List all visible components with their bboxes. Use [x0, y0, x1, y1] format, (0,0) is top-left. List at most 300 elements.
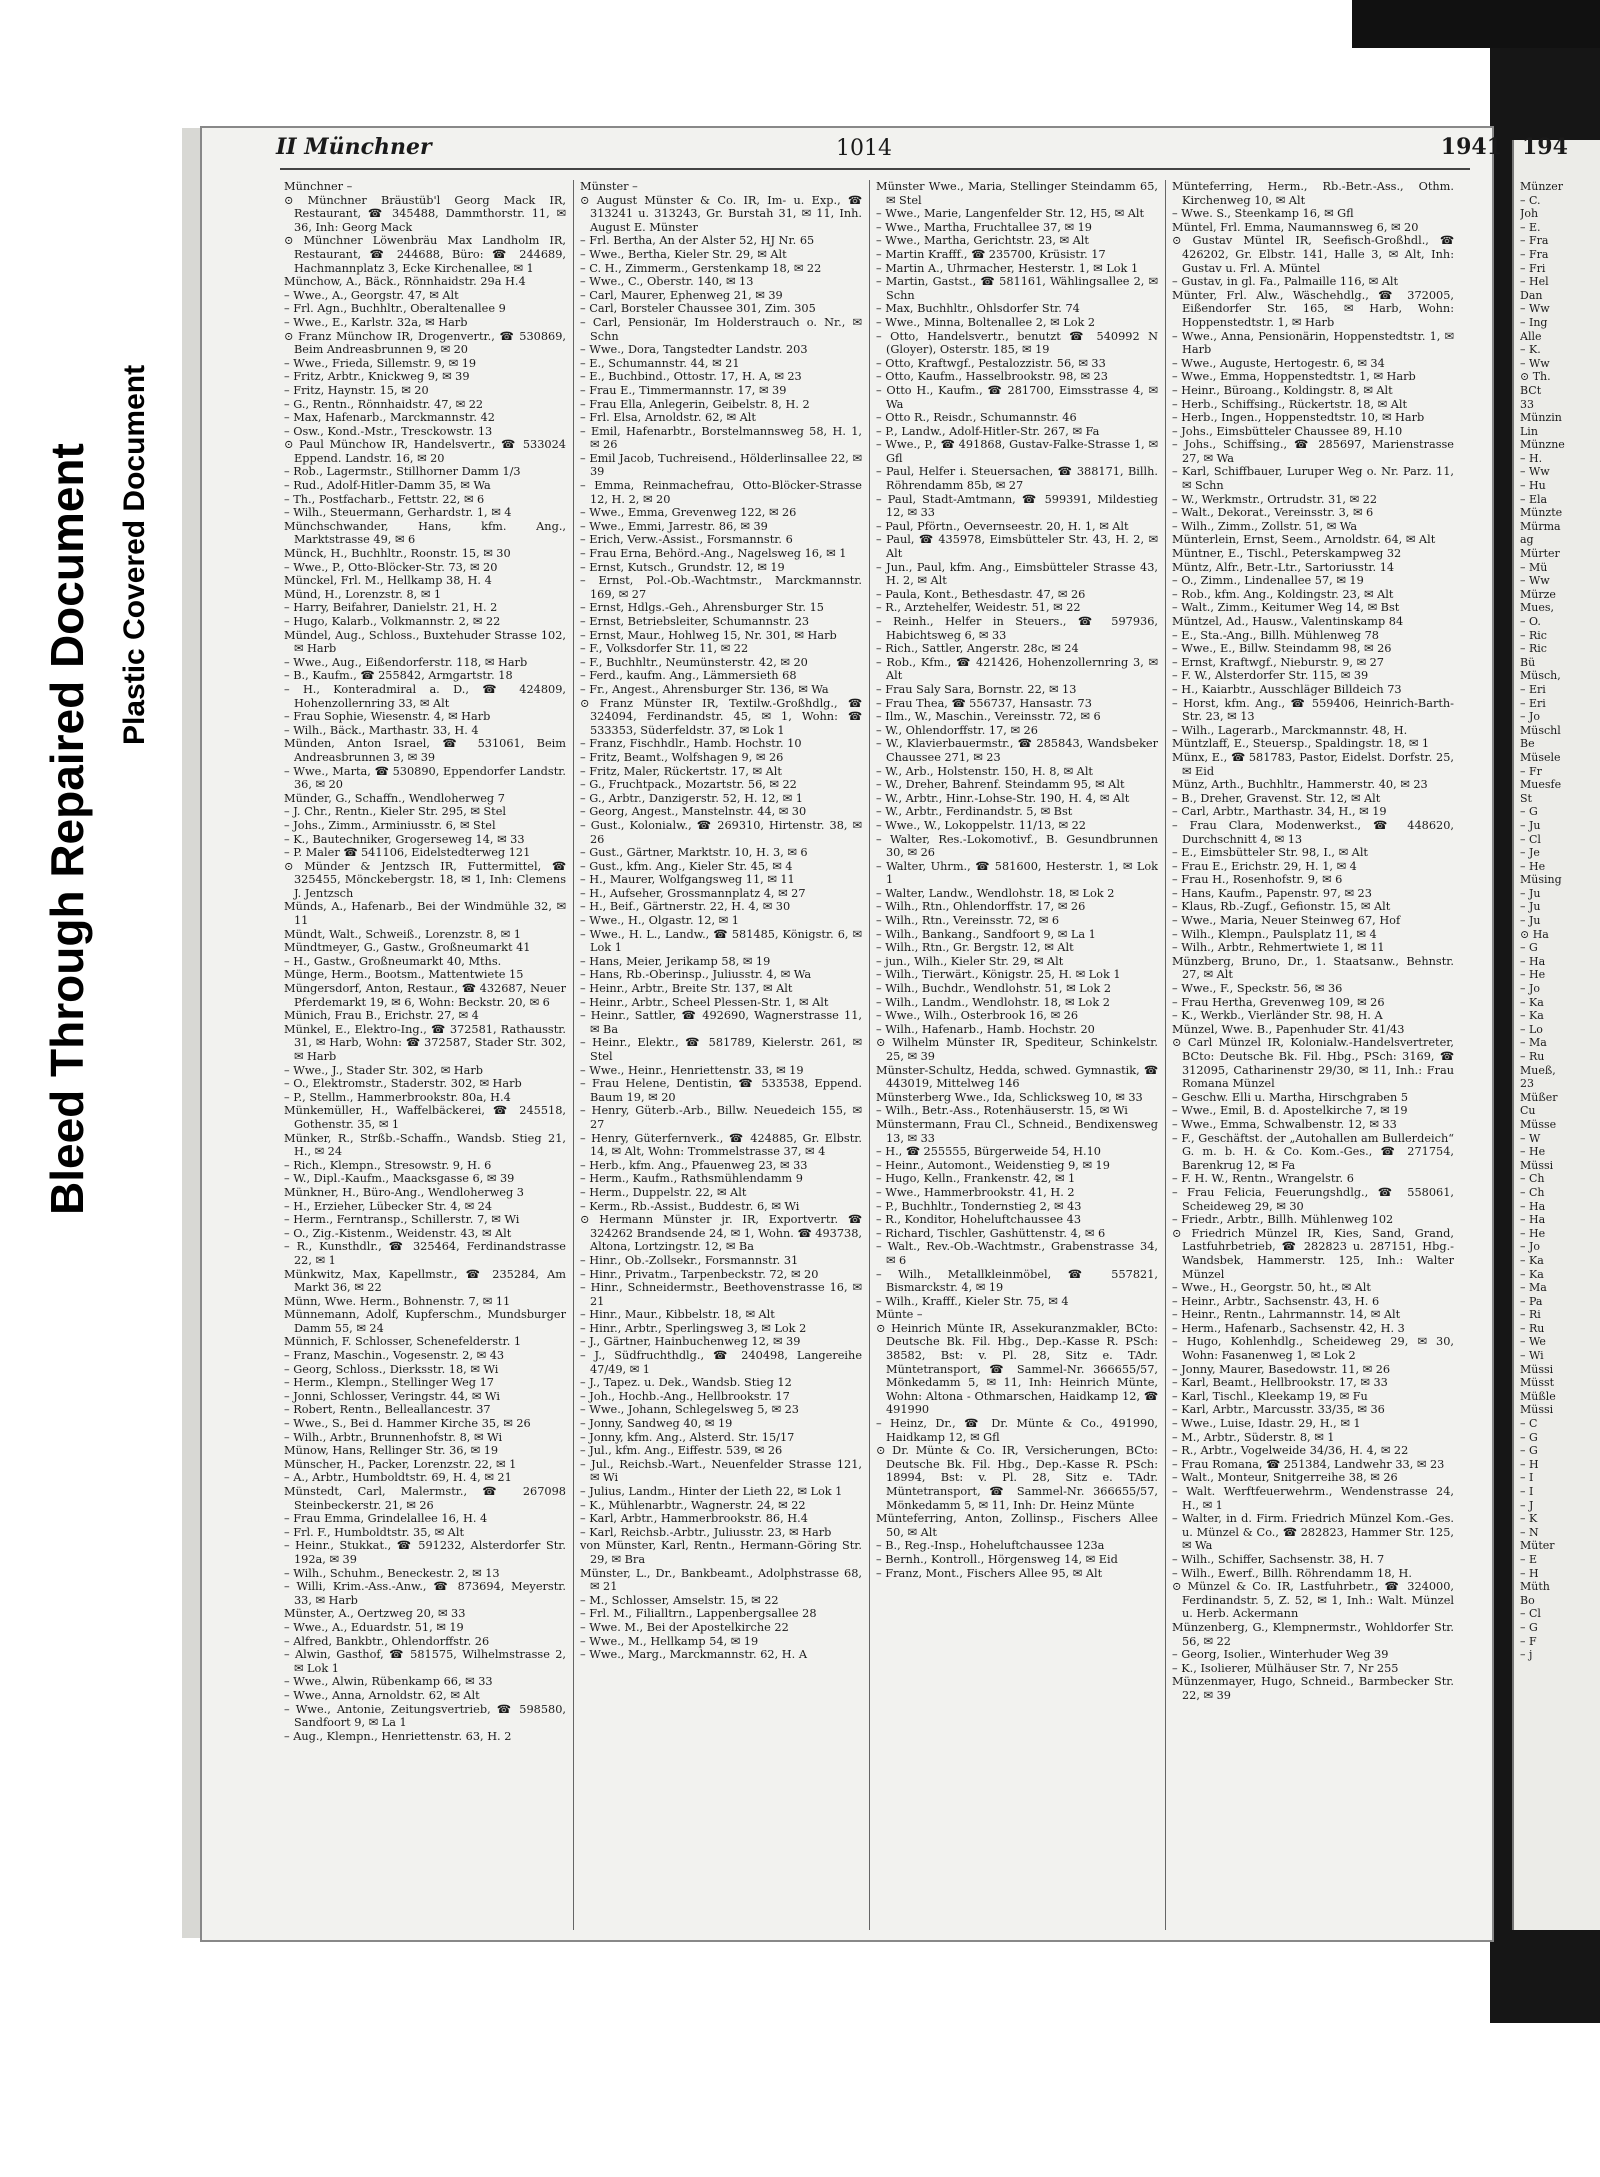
directory-entry: ⊙ Carl Münzel IR, Kolonialw.-Handelsvertreter, BCto: Deutsche Bk. Fil. Hbg., PSch: 3169, ☎ 312095, Catharinenstr 29/30, ✉ 11, Inh.: Frau Romana Münzel: [1172, 1036, 1454, 1091]
directory-entry: ⊙ Dr. Münte & Co. IR, Versicherungen, BCto: Deutsche Bk. Fil. Hbg., Dep.-Kasse R. PSch: 18994, Bst: v. Pl. 28, Sitz e. TAdr. Müntetransport, ☎ Sammel-Nr. 366655/57, Mönkedamm 5, ✉ 11, Inh: Dr. Heinz Münte: [876, 1444, 1158, 1512]
adjacent-page-line: – Jo: [1520, 710, 1541, 724]
directory-entry: ⊙ Münder & Jentzsch IR, Futtermittel, ☎ 325455, Mönckebergstr. 18, ✉ 1, Inh: Clemens J. Jentzsch: [284, 859, 566, 900]
directory-entry: Münge, Herm., Bootsm., Mattentwiete 15: [284, 968, 524, 982]
bleed-through-label: Bleed Through Repaired Document: [41, 443, 93, 1215]
directory-entry: – K., Bautechniker, Grogerseweg 14, ✉ 33: [284, 832, 525, 846]
directory-entry: – W., Werkmstr., Ortrudstr. 31, ✉ 22: [1172, 492, 1378, 506]
adjacent-page-line: – Ma: [1520, 1281, 1547, 1295]
directory-entry: – Friedr., Arbtr., Billh. Mühlenweg 102: [1172, 1213, 1394, 1227]
directory-entry: – Heinr., Arbtr., Breite Str. 137, ✉ Alt: [580, 982, 793, 996]
directory-entry: – Hinr., Privatm., Tarpenbeckstr. 72, ✉ 20: [580, 1267, 819, 1281]
adjacent-page-line: – Ka: [1520, 1267, 1544, 1281]
directory-entry: – Robert, Rentn., Belleallancestr. 37: [284, 1403, 491, 1417]
directory-entry: Münck, H., Buchhltr., Roonstr. 15, ✉ 30: [284, 547, 511, 561]
directory-entry: – Wwe., A., Eduardstr. 51, ✉ 19: [284, 1620, 464, 1634]
adjacent-page-line: 23: [1520, 1077, 1534, 1091]
directory-entry: – Wwe., S., Bei d. Hammer Kirche 35, ✉ 26: [284, 1417, 531, 1431]
directory-entry: – Herm., Hafenarb., Sachsenstr. 42, H. 3: [1172, 1321, 1405, 1335]
adjacent-page-line: – Ww: [1520, 465, 1550, 479]
adjacent-page-line: – Mü: [1520, 560, 1548, 574]
adjacent-page-line: – Ju: [1520, 886, 1541, 900]
directory-entry: – B., Reg.-Insp., Hoheluftchaussee 123a: [876, 1539, 1105, 1553]
adjacent-page-line: – J: [1520, 1498, 1534, 1512]
adjacent-page-line: – Ela: [1520, 492, 1548, 506]
directory-entry: ⊙ Franz Münster IR, Textilw.-Großhdlg., ☎ 324094, Ferdinandstr. 45, ✉ 1, Wohn: ☎ 533353, Süderfeldstr. 37, ✉ Lok 1: [580, 696, 862, 737]
directory-entry: – Rud., Adolf-Hitler-Damm 35, ✉ Wa: [284, 479, 491, 493]
directory-entry: Münzel, Wwe. B., Papenhuder Str. 41/43: [1172, 1022, 1405, 1036]
adjacent-page-line: Joh: [1520, 207, 1539, 221]
directory-entry: ⊙ Münzel & Co. IR, Lastfuhrbetr., ☎ 324000, Ferdinandstr. 5, Z. 52, ✉ 1, Inh.: Walt. Münzel u. Herb. Ackermann: [1172, 1580, 1454, 1621]
directory-entry: Münster Wwe., Maria, Stellinger Steindamm 65, ✉ Stel: [876, 180, 1158, 207]
adjacent-page-line: Müßer: [1520, 1090, 1558, 1104]
directory-entry: – Otto, Handelsvertr., benutzt ☎ 540992 N (Gloyer), Osterstr. 185, ✉ 19: [876, 329, 1158, 357]
directory-entry: – Wwe., Martha, Fruchtallee 37, ✉ 19: [876, 220, 1092, 234]
directory-entry: Münds, A., Hafenarb., Bei der Windmühle 32, ✉ 11: [284, 900, 566, 928]
directory-entry: – Heinr., Rentn., Lahrmannstr. 14, ✉ Alt: [1172, 1308, 1401, 1322]
directory-entry: – P. Maler ☎ 541106, Eidelstedterweg 121: [284, 846, 531, 860]
adjacent-page-line: – E.: [1520, 220, 1541, 234]
directory-entry: – Paul, Stadt-Amtmann, ☎ 599391, Mildestieg 12, ✉ 33: [876, 492, 1158, 520]
directory-entry: – Carl, Pensionär, Im Holderstrauch o. Nr., ✉ Schn: [580, 315, 862, 343]
directory-entry: – Frau E., Erichstr. 29, H. 1, ✉ 4: [1172, 859, 1357, 873]
directory-entry: – A., Arbtr., Humboldtstr. 69, H. 4, ✉ 21: [284, 1471, 512, 1485]
directory-entry: – Jonny, Maurer, Basedowstr. 11, ✉ 26: [1172, 1362, 1391, 1376]
directory-entry: – Heinr., Arbtr., Sachsenstr. 43, H. 6: [1172, 1294, 1380, 1308]
directory-entry: Münder, G., Schaffn., Wendloherweg 7: [284, 791, 505, 805]
directory-entry: – M., Schlosser, Amselstr. 15, ✉ 22: [580, 1593, 779, 1607]
directory-entry: Müntz, Alfr., Betr.-Ltr., Sartoriusstr. 14: [1172, 560, 1395, 574]
adjacent-page-line: – C.: [1520, 193, 1541, 207]
adjacent-page-line: St: [1520, 791, 1532, 805]
directory-entry: – Otto R., Reisdr., Schumannstr. 46: [876, 411, 1077, 425]
directory-entry: – G., Arbtr., Danzigerstr. 52, H. 12, ✉ 1: [580, 791, 803, 805]
directory-entry: – Frau Clara, Modenwerkst., ☎ 448620, Durchschnitt 4, ✉ 13: [1172, 818, 1454, 846]
directory-entry: – E., Eimsbütteler Str. 98, I., ✉ Alt: [1172, 846, 1368, 860]
adjacent-page-text: [1520, 180, 1600, 1920]
directory-entry: – Emil, Hafenarbtr., Borstelmannsweg 58, H. 1, ✉ 26: [580, 424, 862, 452]
directory-entry: – R., Konditor, Hoheluftchaussee 43: [876, 1213, 1082, 1227]
directory-entry: – Wwe., Marie, Langenfelder Str. 12, H5, ✉ Alt: [876, 207, 1145, 221]
directory-entry: Münx, E., ☎ 581783, Pastor, Eidelst. Dorfstr. 25, ✉ Eid: [1172, 750, 1454, 778]
adjacent-page-line: – I: [1520, 1485, 1534, 1498]
directory-entry: – Karl, Arbtr., Marcusstr. 33/35, ✉ 36: [1172, 1403, 1385, 1417]
directory-entry: – F., Buchhltr., Neumünsterstr. 42, ✉ 20: [580, 655, 808, 669]
directory-entry: – R., Arztehelfer, Weidestr. 51, ✉ 22: [876, 601, 1081, 615]
adjacent-page-line: – Jo: [1520, 1240, 1541, 1254]
column-divider: [1165, 180, 1166, 1930]
directory-entry: – Wwe., H. L., Landw., ☎ 581485, Königstr. 6, ✉ Lok 1: [580, 927, 862, 955]
adjacent-page-line: – Ww: [1520, 356, 1550, 370]
adjacent-page-line: – E: [1520, 1552, 1538, 1566]
directory-entry: – Ernst, Maur., Hohlweg 15, Nr. 301, ✉ Harb: [580, 628, 837, 642]
directory-entry: – Karl, Reichsb.-Arbtr., Juliusstr. 23, ✉ Harb: [580, 1525, 832, 1539]
directory-entry: – Wilh., Rtn., Vereinsstr. 72, ✉ 6: [876, 914, 1060, 928]
directory-entry: Müntzlaff, E., Steuersp., Spaldingstr. 18, ✉ 1: [1172, 737, 1430, 751]
directory-entry: – Henry, Güterb.-Arb., Billw. Neuedeich 155, ✉ 27: [580, 1104, 862, 1131]
adjacent-page-line: Müschl: [1520, 723, 1561, 737]
directory-entry: – Herb., kfm. Ang., Pfauenweg 23, ✉ 33: [580, 1158, 808, 1172]
edition-year: 1941: [1440, 134, 1502, 160]
adjacent-page-line: – H: [1520, 1566, 1539, 1580]
directory-entry: – Kerm., Rb.-Assist., Buddestr. 6, ✉ Wi: [580, 1199, 800, 1213]
directory-entry: – H., Aufseher, Grossmannplatz 4, ✉ 27: [580, 886, 806, 900]
directory-entry: – Heinz, Dr., ☎ Dr. Münte & Co., 491990, Haidkamp 12, ✉ Gfl: [876, 1417, 1158, 1444]
directory-entry: – Wwe., Luise, Idastr. 29, H., ✉ 1: [1172, 1417, 1361, 1431]
directory-entry: – Frl. Bertha, An der Alster 52, HJ Nr. 65: [580, 234, 815, 248]
directory-entry: – Erich, Verw.-Assist., Forsmannstr. 6: [580, 533, 793, 547]
adjacent-page-line: Bü: [1520, 655, 1536, 669]
directory-entry: – Th., Postfacharb., Fettstr. 22, ✉ 6: [284, 492, 485, 506]
adjacent-page-line: – Ing: [1520, 315, 1548, 329]
directory-entry: – Paul, Helfer i. Steuersachen, ☎ 388171, Billh. Röhrendamm 85b, ✉ 27: [876, 465, 1158, 493]
adjacent-page-line: ag: [1520, 533, 1534, 547]
directory-entry: Münchow, A., Bäck., Rönnhaidstr. 29a H.4: [284, 275, 526, 289]
adjacent-page-line: – j: [1520, 1648, 1533, 1662]
directory-entry: – Wilh., Schuhm., Beneckestr. 2, ✉ 13: [284, 1566, 500, 1580]
adjacent-page-line: Müsing: [1520, 873, 1562, 887]
directory-entry: Münster, L., Dr., Bankbeamt., Adolphstrasse 68, ✉ 21: [580, 1566, 862, 1594]
directory-entry: – Frau Thea, ☎ 556737, Hansastr. 73: [876, 696, 1092, 710]
directory-entry: – Henry, Güterfernverk., ☎ 424885, Gr. Elbstr. 14, ✉ Alt, Wohn: Trommelstrasse 37, ✉ 4: [580, 1131, 862, 1159]
directory-entry: Münzenberg, G., Klempnermstr., Wohldorfer Str. 56, ✉ 22: [1172, 1620, 1454, 1648]
directory-entry: – Hans, Rb.-Oberinsp., Juliusstr. 4, ✉ Wa: [580, 968, 812, 982]
directory-entry: – P., Stellm., Hammerbrookstr. 80a, H.4: [284, 1090, 511, 1104]
directory-entry: – C. H., Zimmerm., Gerstenkamp 18, ✉ 22: [580, 261, 822, 275]
adjacent-page-line: Müsse: [1520, 1117, 1557, 1131]
directory-entry: – Jonni, Schlosser, Veringstr. 44, ✉ Wi: [284, 1389, 500, 1403]
directory-entry: Münter, Frl. Alw., Wäschehdlg., ☎ 372005, Eißendorfer Str. 165, ✉ Harb, Wohn: Hoppenstedtstr. 1, ✉ Harb: [1172, 288, 1454, 329]
directory-entry: – Ernst, Kraftwgf., Nieburstr. 9, ✉ 27: [1172, 655, 1384, 669]
directory-entry: – H., Kaiarbtr., Ausschläger Billdeich 73: [1172, 682, 1402, 696]
directory-entry: – Walter, in d. Firm. Friedrich Münzel Kom.-Ges. u. Münzel & Co., ☎ 282823, Hammer Str. 125, ✉ Wa: [1172, 1512, 1454, 1553]
directory-entry: Münckel, Frl. M., Hellkamp 38, H. 4: [284, 574, 492, 588]
directory-entry: – P., Landw., Adolf-Hitler-Str. 267, ✉ Fa: [876, 424, 1100, 438]
directory-entry: – H., Konteradmiral a. D., ☎ 424809, Hohenzollernring 33, ✉ Alt: [284, 682, 566, 710]
directory-entry: – Wwe., Frieda, Sillemstr. 9, ✉ 19: [284, 356, 477, 370]
directory-entry: – Frau Helene, Dentistin, ☎ 533538, Eppend. Baum 19, ✉ 20: [580, 1077, 862, 1104]
adjacent-page-line: Bo: [1520, 1593, 1535, 1607]
adjacent-page-line: Müth: [1520, 1580, 1550, 1594]
adjacent-page-line: Mürze: [1520, 587, 1556, 601]
directory-entry: – Wwe., H., Georgstr. 50, ht., ✉ Alt: [1172, 1281, 1371, 1295]
directory-entry: – F., Volksdorfer Str. 11, ✉ 22: [580, 642, 749, 656]
directory-entry: – Hinr., Arbtr., Sperlingsweg 3, ✉ Lok 2: [580, 1321, 807, 1335]
directory-entry: – Wilh., Steuermann, Gerhardstr. 1, ✉ 4: [284, 506, 512, 520]
directory-entry: – Frau Hertha, Grevenweg 109, ✉ 26: [1172, 995, 1385, 1009]
directory-entry: Münkwitz, Max, Kapellmstr., ☎ 235284, Am Markt 36, ✉ 22: [284, 1267, 566, 1295]
directory-entry: – Karl, Schiffbauer, Luruper Weg o. Nr. Parz. 11, ✉ Schn: [1172, 465, 1454, 493]
directory-entry: Münkner, H., Büro-Ang., Wendloherweg 3: [284, 1185, 524, 1199]
directory-entry: Münstermann, Frau Cl., Schneid., Bendixensweg 13, ✉ 33: [876, 1117, 1158, 1145]
directory-entry: – Emil Jacob, Tuchreisend., Hölderlinsallee 22, ✉ 39: [580, 451, 862, 479]
directory-entry: – Wwe., E., Billw. Steindamm 98, ✉ 26: [1172, 642, 1392, 656]
directory-entry: – Walt., Zimm., Keitumer Weg 14, ✉ Bst: [1172, 601, 1400, 615]
directory-entry: – H., ☎ 255555, Bürgerweide 54, H.10: [876, 1145, 1101, 1159]
adjacent-page-line: – G: [1520, 805, 1538, 819]
directory-entry: – Walter, Uhrm., ☎ 581600, Hesterstr. 1, ✉ Lok 1: [876, 859, 1158, 887]
directory-entry: – Paul, ☎ 435978, Eimsbütteler Str. 43, H. 2, ✉ Alt: [876, 533, 1158, 561]
adjacent-page-line: – Ch: [1520, 1172, 1545, 1186]
directory-entry: – Wwe., Heinr., Henriettenstr. 33, ✉ 19: [580, 1063, 804, 1077]
directory-entry: – Wwe., Dora, Tangstedter Landstr. 203: [580, 343, 808, 357]
directory-entry: – K., Werkb., Vierländer Str. 98, H. A: [1172, 1009, 1383, 1023]
adjacent-page-line: – N: [1520, 1525, 1539, 1539]
directory-entry: – E., Sta.-Ang., Billh. Mühlenweg 78: [1172, 628, 1379, 642]
directory-entry: – Heinr., Elektr., ☎ 581789, Kielerstr. 261, ✉ Stel: [580, 1036, 862, 1063]
directory-entry: – Gust., kfm. Ang., Kieler Str. 45, ✉ 4: [580, 859, 793, 873]
directory-entry: – Wilh., Buchdr., Wendlohstr. 51, ✉ Lok 2: [876, 982, 1112, 996]
directory-entry: – Franz, Mont., Fischers Allee 95, ✉ Alt: [876, 1566, 1103, 1580]
directory-entry: Mündtmeyer, G., Gastw., Großneumarkt 41: [284, 941, 531, 955]
directory-entry: Müntel, Frl. Emma, Naumannsweg 6, ✉ 20: [1172, 220, 1419, 234]
directory-entry: – Wwe., P., Otto-Blöcker-Str. 73, ✉ 20: [284, 560, 498, 574]
directory-entry: – J., Tapez. u. Dek., Wandsb. Stieg 12: [580, 1376, 792, 1390]
directory-entry: Münscher, H., Packer, Lorenzstr. 22, ✉ 1: [284, 1457, 517, 1471]
directory-entry: – F., Geschäftst. der „Autohallen am Bullerdeich“ G. m. b. H. & Co. Kom.-Ges., ☎ 271754, Barenkrug 12, ✉ Fa: [1172, 1131, 1454, 1172]
directory-entry: – Otto H., Kaufm., ☎ 281700, Eimsstrasse 4, ✉ Wa: [876, 383, 1158, 411]
adjacent-page-line: Mürter: [1520, 547, 1560, 561]
directory-entry: – Jonny, Sandweg 40, ✉ 19: [580, 1417, 733, 1431]
directory-entry: – Wwe., A., Georgstr. 47, ✉ Alt: [284, 288, 459, 302]
directory-entry: – H., Maurer, Wolfgangsweg 11, ✉ 11: [580, 873, 795, 887]
directory-entry: – Wwe., Martha, Gerichtstr. 23, ✉ Alt: [876, 234, 1089, 248]
directory-entry: – Ernst, Hdlgs.-Geh., Ahrensburger Str. 15: [580, 601, 824, 615]
adjacent-page-line: – Wi: [1520, 1349, 1544, 1363]
directory-entry: – Wwe. M., Bei der Apostelkirche 22: [580, 1620, 789, 1634]
directory-entry: – Klaus, Rb.-Zugf., Gefionstr. 15, ✉ Alt: [1172, 900, 1391, 914]
directory-entry: Münster –: [580, 180, 638, 193]
directory-entry: – jun., Wilh., Kieler Str. 29, ✉ Alt: [876, 954, 1064, 968]
directory-entry: – Wwe., H., Olgastr. 12, ✉ 1: [580, 914, 739, 928]
adjacent-page-line: Cu: [1520, 1104, 1536, 1118]
directory-entry: – Wwe., C., Oberstr. 140, ✉ 13: [580, 275, 754, 289]
directory-entry: – Herm., Kaufm., Rathsmühlendamm 9: [580, 1172, 803, 1186]
directory-entry: – Max, Buchhltr., Ohlsdorfer Str. 74: [876, 302, 1080, 316]
directory-entry: ⊙ Heinrich Münte IR, Assekuranzmakler, BCto: Deutsche Bk. Fil. Hbg., Dep.-Kasse R. PSch: 38582, Bst: v. Pl. 28, Sitz e. TAdr. Müntetransport, ☎ Sammel-Nr. 366655/57, Mönkedamm 5, ✉ 11, Inh: Heinrich Münte, Wohn: Altona - Othmarschen, Haidkamp 12, ☎ 491990: [876, 1321, 1158, 1417]
directory-entry: – Wwe., J., Stader Str. 302, ✉ Harb: [284, 1063, 483, 1077]
directory-entry: – R., Arbtr., Vogelweide 34/36, H. 4, ✉ 22: [1172, 1444, 1409, 1458]
adjacent-page-line: – Fr: [1520, 764, 1542, 778]
directory-entry: – W., Dreher, Bahrenf. Steindamm 95, ✉ Alt: [876, 778, 1125, 792]
directory-entry: Münster, A., Oertzweg 20, ✉ 33: [284, 1607, 466, 1621]
directory-entry: – Ernst, Pol.-Ob.-Wachtmstr., Marckmannstr. 169, ✉ 27: [580, 574, 862, 601]
directory-entry: – Walt., Rev.-Ob.-Wachtmstr., Grabenstrasse 34, ✉ 6: [876, 1240, 1158, 1267]
directory-entry: – Wilh., Schiffer, Sachsenstr. 38, H. 7: [1172, 1552, 1385, 1566]
directory-entry: – Jun., Paul, kfm. Ang., Eimsbütteler Strasse 43, H. 2, ✉ Alt: [876, 560, 1158, 588]
adjacent-page-line: – K: [1520, 1512, 1538, 1526]
running-head: II Münchner: [276, 134, 432, 160]
directory-entry: – Wwe., Marta, ☎ 530890, Eppendorfer Landstr. 36, ✉ 20: [284, 764, 566, 792]
directory-entry: – Max, Hafenarb., Marckmannstr. 42: [284, 411, 495, 425]
adjacent-page-line: – He: [1520, 1226, 1546, 1240]
directory-entry: – Wwe., Emma, Hoppenstedtstr. 1, ✉ Harb: [1172, 370, 1416, 384]
adjacent-page-line: – Ka: [1520, 1009, 1544, 1023]
adjacent-page-line: – Ww: [1520, 302, 1550, 316]
adjacent-page-line: – K.: [1520, 343, 1541, 357]
adjacent-page-line: – We: [1520, 1335, 1546, 1349]
adjacent-page-line: – Ha: [1520, 1199, 1546, 1213]
directory-entry: – Wilh., Landm., Wendlohstr. 18, ✉ Lok 2: [876, 995, 1110, 1009]
directory-entry: – F. H. W., Rentn., Wrangelstr. 6: [1172, 1172, 1354, 1186]
directory-entry: – Wilh., Klempn., Paulsplatz 11, ✉ 4: [1172, 927, 1377, 941]
directory-entry: ⊙ Gustav Müntel IR, Seefisch-Großhdl., ☎ 426202, Gr. Elbstr. 141, Halle 3, ✉ Alt, Inh: Gustav u. Frl. A. Müntel: [1172, 234, 1454, 275]
adjacent-page-line: Mues,: [1520, 601, 1554, 615]
adjacent-page-line: Lin: [1520, 424, 1538, 438]
adjacent-page-line: – Ma: [1520, 1036, 1547, 1050]
adjacent-page-line: – Fra: [1520, 234, 1549, 248]
directory-entry: – Wwe., P., ☎ 491868, Gustav-Falke-Strasse 1, ✉ Gfl: [876, 438, 1158, 465]
adjacent-page-line: – F: [1520, 1634, 1537, 1648]
adjacent-page-line: Münzne: [1520, 438, 1565, 452]
directory-entry: Münzberg, Bruno, Dr., 1. Staatsanw., Behnstr. 27, ✉ Alt: [1172, 954, 1454, 982]
directory-entry: – Frl. Elsa, Arnoldstr. 62, ✉ Alt: [580, 411, 756, 425]
adjacent-page-line: – H: [1520, 1457, 1539, 1471]
directory-entry: – Carl, Borsteler Chaussee 301, Zim. 305: [580, 302, 816, 316]
directory-entry: – Gustav, in gl. Fa., Palmaille 116, ✉ Alt: [1172, 275, 1399, 289]
directory-entry: – Walt. Werftfeuerwehrm., Wendenstrasse 24, H., ✉ 1: [1172, 1485, 1454, 1512]
directory-entry: – Osw., Kond.-Mstr., Tresckowstr. 13: [284, 424, 493, 438]
directory-entry: – Wwe. S., Steenkamp 16, ✉ Gfl: [1172, 207, 1354, 221]
directory-entry: – Carl, Arbtr., Marthastr. 34, H., ✉ 19: [1172, 805, 1387, 819]
directory-entry: Münstedt, Carl, Malermstr., ☎ 267098 Steinbeckerstr. 21, ✉ 26: [284, 1485, 566, 1512]
adjacent-page-line: – I: [1520, 1471, 1534, 1485]
directory-entry: – Walt., Dekorat., Vereinsstr. 3, ✉ 6: [1172, 506, 1374, 520]
directory-entry: – Joh., Hochb.-Ang., Hellbrookstr. 17: [580, 1389, 790, 1403]
directory-entry: Münkemüller, H., Waffelbäckerei, ☎ 245518, Gothenstr. 35, ✉ 1: [284, 1104, 566, 1131]
directory-entry: – Wilh., Hafenarb., Hamb. Hochstr. 20: [876, 1022, 1095, 1036]
directory-entry: – Ernst, Betriebsleiter, Schumannstr. 23: [580, 615, 810, 628]
directory-entry: – Herm., Klempn., Stellinger Weg 17: [284, 1376, 494, 1390]
directory-entry: – Ernst, Kutsch., Grundstr. 12, ✉ 19: [580, 560, 785, 574]
directory-entry: – Jul., kfm. Ang., Eiffestr. 539, ✉ 26: [580, 1444, 783, 1458]
directory-entry: ⊙ Münchner Bräustüb'l Georg Mack IR, Restaurant, ☎ 345488, Dammthorstr. 11, ✉ 36, Inh: Georg Mack: [284, 193, 566, 234]
directory-entry: – Wilh., Krafff., Kieler Str. 75, ✉ 4: [876, 1294, 1069, 1308]
directory-entry: Müntzel, Ad., Hausw., Valentinskamp 84: [1172, 615, 1404, 628]
directory-entry: – O., Zig.-Kistenm., Weidenstr. 43, ✉ Alt: [284, 1226, 512, 1240]
page-shadow: [182, 128, 200, 1938]
directory-entry: – Wilh., Bäck., Marthastr. 33, H. 4: [284, 723, 479, 737]
adjacent-page-line: – C: [1520, 1417, 1538, 1431]
directory-column-2: [580, 180, 862, 1930]
directory-entry: – Frl. F., Humboldtstr. 35, ✉ Alt: [284, 1525, 464, 1539]
adjacent-page-line: Müsst: [1520, 1376, 1555, 1390]
adjacent-page-line: – Pa: [1520, 1294, 1543, 1308]
adjacent-page-header: 194: [1522, 134, 1568, 160]
directory-entry: – Geschw. Elli u. Martha, Hirschgraben 5: [1172, 1090, 1409, 1104]
directory-entry: – Wwe., Maria, Neuer Steinweg 67, Hof: [1172, 914, 1401, 928]
directory-entry: – Paul, Pförtn., Oevernseestr. 20, H. 1, ✉ Alt: [876, 519, 1129, 533]
directory-entry: – Herm., Ferntransp., Schillerstr. 7, ✉ Wi: [284, 1213, 520, 1227]
adjacent-page-line: – G: [1520, 1620, 1538, 1634]
adjacent-page-line: Alle: [1520, 329, 1542, 343]
directory-entry: – Karl, Beamt., Hellbrookstr. 17, ✉ 33: [1172, 1376, 1388, 1390]
directory-entry: – H., Erzieher, Lübecker Str. 4, ✉ 24: [284, 1199, 493, 1213]
directory-entry: – Herb., Ingen., Hoppenstedtstr. 10, ✉ Harb: [1172, 411, 1425, 425]
column-divider: [869, 180, 870, 1930]
adjacent-page-line: – Ric: [1520, 642, 1547, 656]
directory-entry: von Münster, Karl, Rentn., Hermann-Göring Str. 29, ✉ Bra: [580, 1539, 862, 1566]
directory-entry: – Wilh., Ewerf., Billh. Röhrendamm 18, H.: [1172, 1566, 1413, 1580]
directory-entry: – Wwe., Emma, Schwalbenstr. 12, ✉ 33: [1172, 1117, 1397, 1131]
directory-entry: – Wwe., Bertha, Kieler Str. 29, ✉ Alt: [580, 247, 787, 261]
directory-entry: – Wwe., Aug., Eißendorferstr. 118, ✉ Harb: [284, 655, 528, 669]
directory-entry: – Hugo, Kelln., Frankenstr. 42, ✉ 1: [876, 1172, 1076, 1186]
adjacent-page-line: – He: [1520, 1145, 1546, 1159]
directory-entry: – Ilm., W., Maschin., Vereinsstr. 72, ✉ 6: [876, 710, 1101, 724]
directory-entry: – J., Südfruchthdlg., ☎ 240498, Langereihe 47/49, ✉ 1: [580, 1349, 862, 1376]
directory-entry: – Aug., Klempn., Henriettenstr. 63, H. 2: [284, 1729, 512, 1743]
directory-entry: – J., Gärtner, Hainbuchenweg 12, ✉ 39: [580, 1335, 801, 1349]
directory-entry: – Frau Sophie, Wiesenstr. 4, ✉ Harb: [284, 710, 491, 724]
directory-entry: – Harry, Beifahrer, Danielstr. 21, H. 2: [284, 601, 498, 615]
adjacent-page-line: – Hu: [1520, 479, 1546, 493]
directory-entry: Münzenmayer, Hugo, Schneid., Barmbecker Str. 22, ✉ 39: [1172, 1675, 1454, 1702]
directory-entry: – Fritz, Maler, Rückertstr. 17, ✉ Alt: [580, 764, 782, 778]
directory-entry: – Wilh., Bankang., Sandfoort 9, ✉ La 1: [876, 927, 1096, 941]
directory-entry: – H., Gastw., Großneumarkt 40, Mths.: [284, 954, 502, 968]
directory-entry: – K., Isolierer, Mülhäuser Str. 7, Nr 255: [1172, 1661, 1399, 1675]
adjacent-page-line: – W: [1520, 1131, 1541, 1145]
directory-entry: – Heinr., Automont., Weidenstieg 9, ✉ 19: [876, 1158, 1110, 1172]
directory-entry: – Franz, Maschin., Vogesenstr. 2, ✉ 43: [284, 1349, 505, 1363]
adjacent-page-line: – He: [1520, 859, 1546, 873]
directory-entry: – Jonny, kfm. Ang., Alsterd. Str. 15/17: [580, 1430, 795, 1444]
adjacent-page-line: – Je: [1520, 846, 1540, 860]
directory-entry: – B., Kaufm., ☎ 255842, Armgartstr. 18: [284, 669, 513, 683]
directory-entry: – Karl, Tischl., Kleekamp 19, ✉ Fu: [1172, 1389, 1368, 1403]
directory-entry: – Franz, Fischhdlr., Hamb. Hochstr. 10: [580, 737, 802, 751]
directory-entry: Münd, H., Lorenzstr. 8, ✉ 1: [284, 587, 442, 601]
directory-entry: – Johs., Schiffsing., ☎ 285697, Marienstrasse 27, ✉ Wa: [1172, 438, 1454, 465]
adjacent-page-line: – Ru: [1520, 1050, 1545, 1063]
directory-entry: – O., Zimm., Lindenallee 57, ✉ 19: [1172, 574, 1364, 588]
directory-entry: – Horst, kfm. Ang., ☎ 559406, Heinrich-Barth-Str. 23, ✉ 13: [1172, 696, 1454, 724]
plastic-covered-label: Plastic Covered Document: [118, 364, 151, 745]
adjacent-page-line: – Ru: [1520, 1321, 1545, 1335]
adjacent-page-line: – Cl: [1520, 832, 1541, 846]
directory-entry: – J. Chr., Rentn., Kieler Str. 295, ✉ Stel: [284, 805, 507, 819]
adjacent-page-line: – Ju: [1520, 914, 1541, 928]
directory-entry: Münte –: [876, 1308, 923, 1322]
directory-entry: – Walter, Landw., Wendlohstr. 18, ✉ Lok 2: [876, 886, 1115, 900]
adjacent-page-line: Müsch,: [1520, 669, 1561, 683]
directory-entry: Mündt, Walt., Schweiß., Lorenzstr. 8, ✉ 1: [284, 927, 521, 941]
directory-entry: – Fr., Angest., Ahrensburger Str. 136, ✉ Wa: [580, 682, 829, 696]
directory-entry: – Wwe., Wilh., Osterbrook 16, ✉ 26: [876, 1009, 1079, 1023]
adjacent-page-line: – Fri: [1520, 261, 1546, 275]
directory-entry: – Hans, Meier, Jerikamp 58, ✉ 19: [580, 954, 771, 968]
adjacent-page-line: Müßle: [1520, 1389, 1556, 1403]
directory-entry: – Alwin, Gasthof, ☎ 581575, Wilhelmstrasse 2, ✉ Lok 1: [284, 1648, 566, 1675]
directory-entry: – Wwe., Anna, Arnoldstr. 62, ✉ Alt: [284, 1688, 480, 1702]
directory-entry: – Otto, Kraftwgf., Pestalozzistr. 56, ✉ 33: [876, 356, 1106, 370]
directory-entry: – Heinr., Stukkat., ☎ 591232, Alsterdorfer Str. 192a, ✉ 39: [284, 1539, 566, 1566]
directory-entry: Münterlein, Ernst, Seem., Arnoldstr. 64, ✉ Alt: [1172, 533, 1436, 547]
directory-entry: – Wilh., Arbtr., Brunnenhofstr. 8, ✉ Wi: [284, 1430, 503, 1444]
directory-entry: – Hugo, Kalarb., Volkmannstr. 2, ✉ 22: [284, 615, 501, 628]
adjacent-page-line: – G: [1520, 941, 1538, 955]
directory-entry: – K., Mühlenarbtr., Wagnerstr. 24, ✉ 22: [580, 1498, 806, 1512]
directory-entry: – Martin, Gastst., ☎ 581161, Wählingsallee 2, ✉ Schn: [876, 275, 1158, 302]
directory-entry: – Georg, Isolier., Winterhuder Weg 39: [1172, 1648, 1389, 1662]
directory-entry: – Wwe., Alwin, Rübenkamp 66, ✉ 33: [284, 1675, 493, 1689]
directory-entry: – Carl, Maurer, Ephenweg 21, ✉ 39: [580, 288, 783, 302]
directory-column-3: [876, 180, 1158, 1930]
adjacent-page-line: – G: [1520, 1444, 1538, 1458]
directory-entry: – Walt., Monteur, Snitgerreihe 38, ✉ 26: [1172, 1471, 1398, 1485]
adjacent-page-line: Münzer: [1520, 180, 1563, 193]
directory-entry: – Wilh., Rtn., Ohlendorffstr. 17, ✉ 26: [876, 900, 1086, 914]
